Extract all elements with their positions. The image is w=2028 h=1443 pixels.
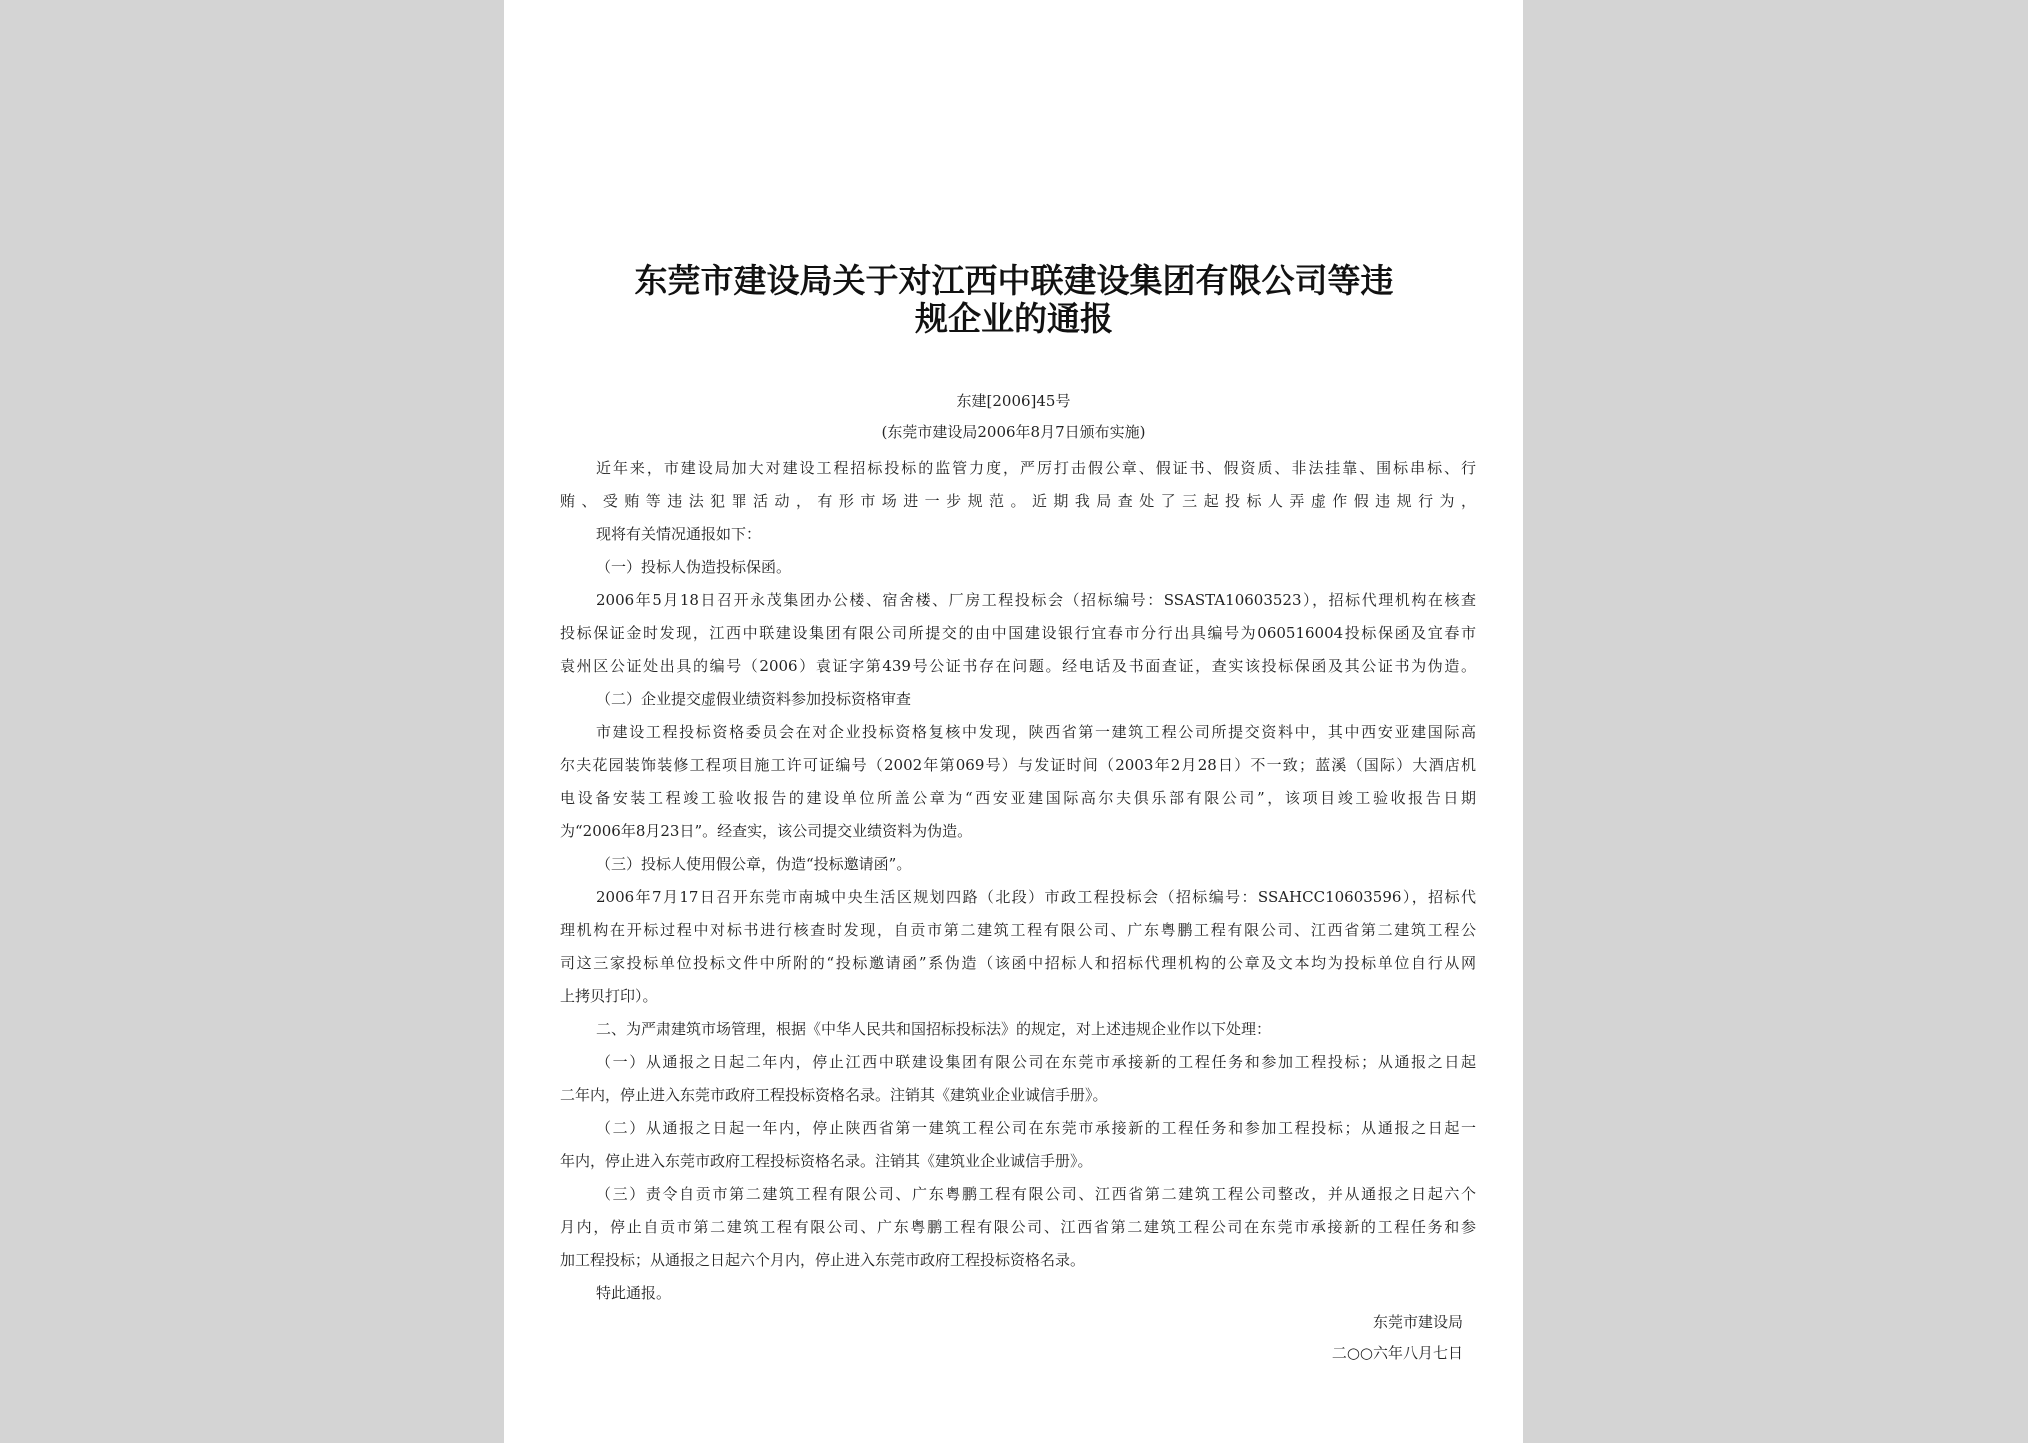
body-line: 上拷贝打印）。 xyxy=(560,987,658,1005)
body-line: 月内，停止自贡市第二建筑工程有限公司、广东粤鹏工程有限公司、江西省第二建筑工程公司在东莞市承接新的工程任务和参 xyxy=(560,1218,1476,1236)
body-line: 尔夫花园装饰装修工程项目施工许可证编号（2002年第069号）与发证时间（2003年2月28日）不一致；蓝溪（国际）大酒店机 xyxy=(560,756,1476,774)
section-heading: （三）投标人使用假公章，伪造“投标邀请函”。 xyxy=(596,855,912,873)
body-line: 市建设工程投标资格委员会在对企业投标资格复核中发现，陕西省第一建筑工程公司所提交资料中，其中西安亚建国际高 xyxy=(596,723,1476,741)
body-line: 司这三家投标单位投标文件中所附的“投标邀请函”系伪造（该函中招标人和招标代理机构的公章及文本均为投标单位自行从网 xyxy=(560,954,1476,972)
section-heading: （二）企业提交虚假业绩资料参加投标资格审查 xyxy=(596,690,912,708)
body-line: 贿、受贿等违法犯罪活动，有形市场进一步规范。近期我局查处了三起投标人弄虚作假违规行为， xyxy=(560,492,1476,510)
body-line: 二年内，停止进入东莞市政府工程投标资格名录。注销其《建筑业企业诚信手册》。 xyxy=(560,1086,1108,1104)
body-line: 年内，停止进入东莞市政府工程投标资格名录。注销其《建筑业企业诚信手册》。 xyxy=(560,1152,1093,1170)
document-title xyxy=(574,262,1454,338)
body-line: 电设备安装工程竣工验收报告的建设单位所盖公章为“西安亚建国际高尔夫俱乐部有限公司”，该项目竣工验收报告日期 xyxy=(560,789,1476,807)
body-line: （三）责令自贡市第二建筑工程有限公司、广东粤鹏工程有限公司、江西省第二建筑工程公司整改，并从通报之日起六个 xyxy=(596,1185,1476,1203)
closing-line: 特此通报。 xyxy=(596,1284,672,1302)
body-line: 袁州区公证处出具的编号（2006）袁证字第439号公证书存在问题。经电话及书面查证，查实该投标保函及其公证书为伪造。 xyxy=(560,657,1476,675)
body-line: 2006年5月18日召开永茂集团办公楼、宿舍楼、厂房工程投标会（招标编号：SSASTA10603523），招标代理机构在核查 xyxy=(596,591,1476,609)
body-line: 为“2006年8月23日”。经查实，该公司提交业绩资料为伪造。 xyxy=(560,822,973,840)
body-line: 二、为严肃建筑市场管理，根据《中华人民共和国招标投标法》的规定，对上述违规企业作以下处理： xyxy=(596,1020,1272,1038)
body-line: （一）从通报之日起二年内，停止江西中联建设集团有限公司在东莞市承接新的工程任务和参加工程投标；从通报之日起 xyxy=(596,1053,1476,1071)
document-page xyxy=(504,0,1523,1443)
body-line: 近年来，市建设局加大对建设工程招标投标的监管力度，严厉打击假公章、假证书、假资质、非法挂靠、围标串标、行 xyxy=(596,459,1476,477)
title-line-2: 规企业的通报 xyxy=(915,299,1113,338)
body-line: 理机构在开标过程中对标书进行核查时发现，自贡市第二建筑工程有限公司、广东粤鹏工程有限公司、江西省第二建筑工程公 xyxy=(560,921,1476,939)
body-line: 投标保证金时发现，江西中联建设集团有限公司所提交的由中国建设银行宜春市分行出具编号为060516004投标保函及宜春市 xyxy=(560,624,1476,642)
document-body xyxy=(560,452,1476,1310)
title-line-1: 东莞市建设局关于对江西中联建设集团有限公司等违 xyxy=(634,261,1394,300)
body-line: 2006年7月17日召开东莞市南城中央生活区规划四路（北段）市政工程投标会（招标编号：SSAHCC10603596），招标代 xyxy=(596,888,1476,906)
body-line: 现将有关情况通报如下： xyxy=(596,525,762,543)
signature-date: 二○○六年八月七日 xyxy=(1331,1344,1463,1362)
section-heading: （一）投标人伪造投标保函。 xyxy=(596,558,792,576)
issue-note: (东莞市建设局2006年8月7日颁布实施) xyxy=(881,423,1146,441)
body-line: （二）从通报之日起一年内，停止陕西省第一建筑工程公司在东莞市承接新的工程任务和参加工程投标；从通报之日起一 xyxy=(596,1119,1476,1137)
body-line: 加工程投标；从通报之日起六个月内，停止进入东莞市政府工程投标资格名录。 xyxy=(560,1251,1086,1269)
document-number: 东建[2006]45号 xyxy=(956,392,1071,410)
signature: 东莞市建设局 xyxy=(1372,1313,1463,1331)
